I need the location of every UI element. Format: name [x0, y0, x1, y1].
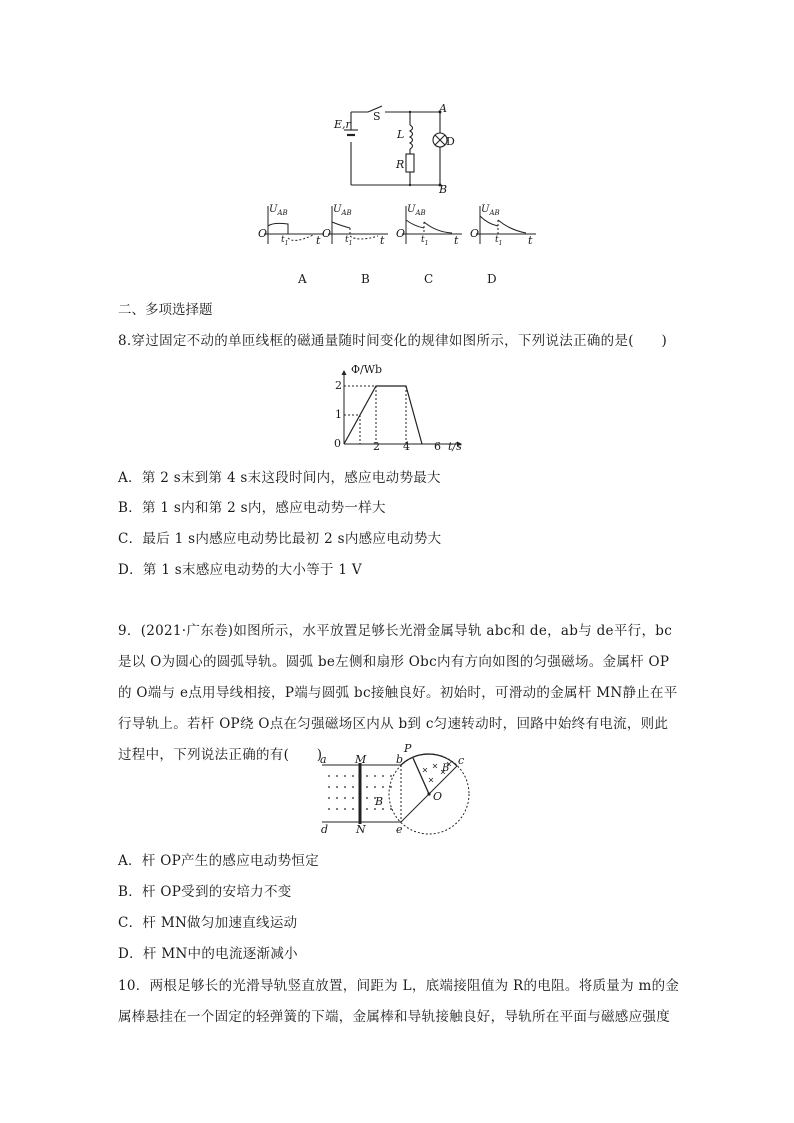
q8-option-d: D．第 1 s末感应电动势的大小等于 1 V [118, 562, 362, 578]
node-b-label: B [439, 183, 448, 196]
fig-label-b: b [396, 753, 404, 766]
flux-x-tick-2: 2 [373, 440, 380, 453]
fig-label-a: a [320, 753, 327, 766]
graph-d-t1: $t_1$ [495, 235, 503, 247]
graph-b-ylabel: $U_{AB}$ [333, 204, 352, 217]
fig-label-b-field-right: B [442, 763, 450, 774]
lamp-label: D [446, 135, 455, 148]
q9-option-a: A．杆 OP产生的感应电动势恒定 [118, 853, 319, 869]
fig-label-n: N [356, 823, 366, 836]
fig-label-c: c [458, 754, 465, 767]
q9-option-d: D．杆 MN中的电流逐渐减小 [118, 946, 298, 962]
q10-line-2: 属棒悬挂在一个固定的轻弹簧的下端，金属棒和导轨接触良好，导轨所在平面与磁感应强度 [118, 1009, 670, 1025]
graph-a-ylabel: $U_{AB}$ [269, 204, 288, 217]
fig-label-d: d [321, 823, 329, 836]
switch-label: S [373, 110, 381, 123]
q9-line-3: 的 O端与 e点用导线相接，P端与圆弧 bc接触良好。初始时，可滑动的金属杆 MN静止在平 [118, 685, 678, 701]
flux-x-axis-label: t/s [448, 440, 462, 453]
q9-option-b: B．杆 OP受到的安培力不变 [118, 884, 292, 900]
graph-a-t1: $t_1$ [281, 235, 289, 247]
q9-line-4: 行导轨上。若杆 OP绕 O点在匀强磁场区内从 b到 c匀速转动时，回路中始终有电流，则此 [118, 716, 669, 732]
q9-line-5: 过程中，下列说法正确的有( ) [118, 747, 323, 763]
graph-a-t: t [316, 234, 321, 247]
q9-line-2: 是以 O为圆心的圆弧导轨。圆弧 be左侧和扇形 Obc内有方向如图的匀强磁场。金属杆 OP [118, 654, 670, 670]
graph-d-origin: O [470, 227, 480, 240]
flux-x-tick-6: 6 [434, 440, 441, 453]
graph-option-label-b: B [361, 272, 370, 286]
resistor-label: R [396, 158, 405, 171]
graph-c-origin: O [396, 227, 406, 240]
graph-option-label-c: C [424, 272, 434, 286]
flux-x-tick-4: 4 [403, 440, 410, 453]
graph-c-t: t [454, 234, 459, 247]
flux-y-tick-2: 2 [335, 379, 342, 392]
node-a-label: A [439, 102, 447, 115]
q8-option-c: C．最后 1 s内感应电动势比最初 2 s内感应电动势大 [118, 531, 442, 547]
fig-label-p: P [404, 742, 412, 755]
flux-y-tick-1: 1 [335, 408, 342, 421]
q10-line-1: 10．两根足够长的光滑导轨竖直放置，间距为 L，底端接阻值为 R的电阻。将质量为 m的金 [118, 978, 680, 994]
graph-d-t: t [528, 234, 533, 247]
q8-option-a: A．第 2 s末到第 4 s末这段时间内，感应电动势最大 [118, 470, 441, 486]
graph-d-ylabel: $U_{AB}$ [481, 204, 500, 217]
q8-stem: 8.穿过固定不动的单匝线框的磁通量随时间变化的规律如图所示，下列说法正确的是( ) [118, 333, 668, 349]
emf-label: E,r [334, 118, 351, 131]
fig-label-o: O [433, 790, 443, 803]
graph-b-t1: $t_1$ [345, 235, 353, 247]
graph-a-origin: O [258, 227, 268, 240]
q9-line-1: 9．(2021·广东卷)如图所示，水平放置足够长光滑金属导轨 abc和 de，ab与 de平行，bc [118, 623, 673, 639]
fig-label-b-field-left: B [375, 795, 384, 808]
inductor-label: L [397, 128, 405, 141]
fig-label-m: M [355, 753, 367, 766]
graph-b-t: t [380, 234, 385, 247]
section-title: 二、多项选择题 [118, 302, 213, 318]
flux-origin: 0 [334, 437, 341, 450]
graph-c-t1: $t_1$ [421, 235, 429, 247]
graph-c-ylabel: $U_{AB}$ [407, 204, 426, 217]
q9-option-c: C．杆 MN做匀加速直线运动 [118, 915, 298, 931]
graph-b-origin: O [322, 227, 332, 240]
q8-option-b: B．第 1 s内和第 2 s内，感应电动势一样大 [118, 500, 386, 516]
flux-y-axis-label: Φ/Wb [351, 363, 383, 376]
graph-option-label-a: A [298, 272, 307, 286]
graph-option-label-d: D [487, 272, 497, 286]
fig-label-e: e [396, 823, 403, 836]
